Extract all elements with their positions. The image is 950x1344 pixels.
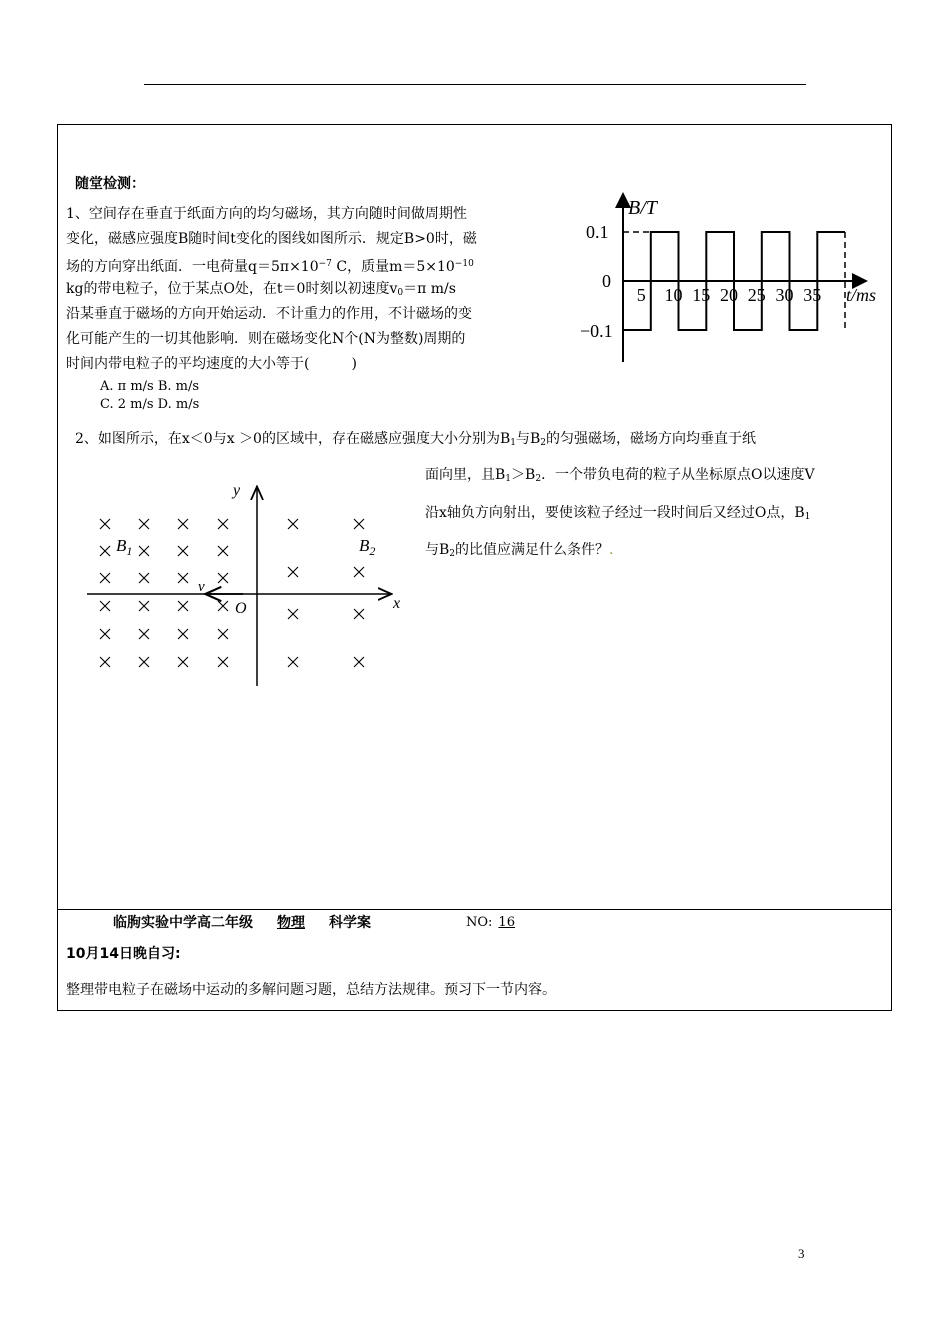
b-t-graph <box>572 190 902 365</box>
graph-y-label: B/T <box>628 197 657 219</box>
q2-line-3: 沿x轴负方向射出，要使该粒子经过一段时间后又经过O点，$B_1$ <box>425 505 811 522</box>
field-cross-icon <box>100 573 110 583</box>
section-title: 随堂检测： <box>75 176 145 192</box>
q2-line-4: 与$B_2$的比值应满足什么条件？. <box>425 542 614 559</box>
q2-line-2: 面向里，且$B_1>B_2$．一个带负电荷的粒子从坐标原点O以速度V <box>425 467 815 484</box>
diagram-v-label: v <box>198 579 205 595</box>
field-cross-icon <box>218 629 228 639</box>
field-cross-icon <box>178 601 188 611</box>
graph-tick-label: 35 <box>803 285 822 305</box>
diagram-origin-label: O <box>235 600 247 617</box>
field-cross-icon <box>288 519 298 529</box>
field-cross-icon <box>100 629 110 639</box>
diagram-b1-label: $B_1$ <box>116 536 133 558</box>
q1-options-1: A. π m/s B. m/s <box>100 379 200 394</box>
graph-y-top: 0.1 <box>586 222 609 242</box>
q2-line-1: 2、如图所示，在x＜0与x ＞0的区域中，存在磁感应强度大小分别为$B_1$与$B_2$的匀强磁场，磁场方向均垂直于纸 <box>75 431 757 448</box>
graph-x-label: t/ms <box>846 285 877 305</box>
field-cross-icon <box>139 657 149 667</box>
footer-number: NO: 16 <box>466 915 515 930</box>
frame-divider <box>57 909 892 910</box>
q1-line-2: 变化，磁感应强度B随时间t变化的图线如图所示．规定B>0时，磁 <box>66 231 477 247</box>
graph-tick-label: 15 <box>692 285 711 305</box>
field-crosses <box>100 519 364 667</box>
evening-study-heading: 10月14日晚自习: <box>66 946 181 962</box>
field-cross-icon <box>178 657 188 667</box>
field-cross-icon <box>100 546 110 556</box>
field-cross-icon <box>288 657 298 667</box>
evening-study-task: 整理带电粒子在磁场中运动的多解问题习题，总结方法规律。预习下一节内容。 <box>66 982 556 998</box>
q1-options-2: C. 2 m/s D. m/s <box>100 397 200 412</box>
field-cross-icon <box>139 519 149 529</box>
graph-y-bottom: −0.1 <box>580 321 613 341</box>
field-cross-icon <box>218 573 228 583</box>
field-cross-icon <box>139 573 149 583</box>
field-cross-icon <box>139 546 149 556</box>
field-cross-icon <box>218 657 228 667</box>
field-cross-icon <box>288 609 298 619</box>
field-cross-icon <box>354 519 364 529</box>
field-cross-icon <box>218 546 228 556</box>
field-cross-icon <box>178 519 188 529</box>
field-cross-icon <box>288 567 298 577</box>
field-cross-icon <box>178 573 188 583</box>
field-cross-icon <box>178 629 188 639</box>
graph-tick-label: 30 <box>775 285 794 305</box>
header-rule <box>144 84 806 85</box>
field-cross-icon <box>139 601 149 611</box>
graph-tick-label: 25 <box>747 285 766 305</box>
q1-line-1: 1、空间存在垂直于纸面方向的均匀磁场，其方向随时间做周期性 <box>66 206 467 222</box>
q1-line-3: 场的方向穿出纸面．一电荷量$q=5\pi\times 10^{-7}$ C，质量$m=5\times 10^{-10}$ <box>66 259 474 275</box>
q1-line-6: 化可能产生的一切其他影响．则在磁场变化N个(N为整数)周期的 <box>66 331 466 347</box>
field-cross-icon <box>139 629 149 639</box>
q1-line-5: 沿某垂直于磁场的方向开始运动．不计重力的作用，不计磁场的变 <box>66 306 472 322</box>
footer-heading: 临朐实验中学高二年级 物理 科学案 <box>113 915 371 931</box>
field-cross-icon <box>218 519 228 529</box>
field-cross-icon <box>354 567 364 577</box>
graph-tick-label: 10 <box>664 285 683 305</box>
field-cross-icon <box>100 657 110 667</box>
graph-y-zero: 0 <box>602 271 611 291</box>
graph-tick-label: 5 <box>636 285 646 305</box>
graph-tick-label: 20 <box>720 285 738 305</box>
q1-line-4: kg的带电粒子，位于某点O处，在t＝0时刻以初速度$v_0=\pi$ m/s <box>66 281 456 298</box>
field-cross-icon <box>100 519 110 529</box>
diagram-x-label: x <box>393 595 401 612</box>
field-cross-icon <box>354 609 364 619</box>
field-cross-icon <box>100 601 110 611</box>
field-cross-icon <box>354 657 364 667</box>
graph-tick-labels <box>637 285 822 305</box>
q1-line-7: 时间内带电粒子的平均速度的大小等于( ) <box>66 356 357 372</box>
diagram-y-label: y <box>233 482 241 499</box>
field-diagram <box>85 480 410 690</box>
field-cross-icon <box>178 546 188 556</box>
page-number: 3 <box>798 1246 805 1261</box>
field-cross-icon <box>218 601 228 611</box>
diagram-b2-label: $B_2$ <box>359 536 376 558</box>
